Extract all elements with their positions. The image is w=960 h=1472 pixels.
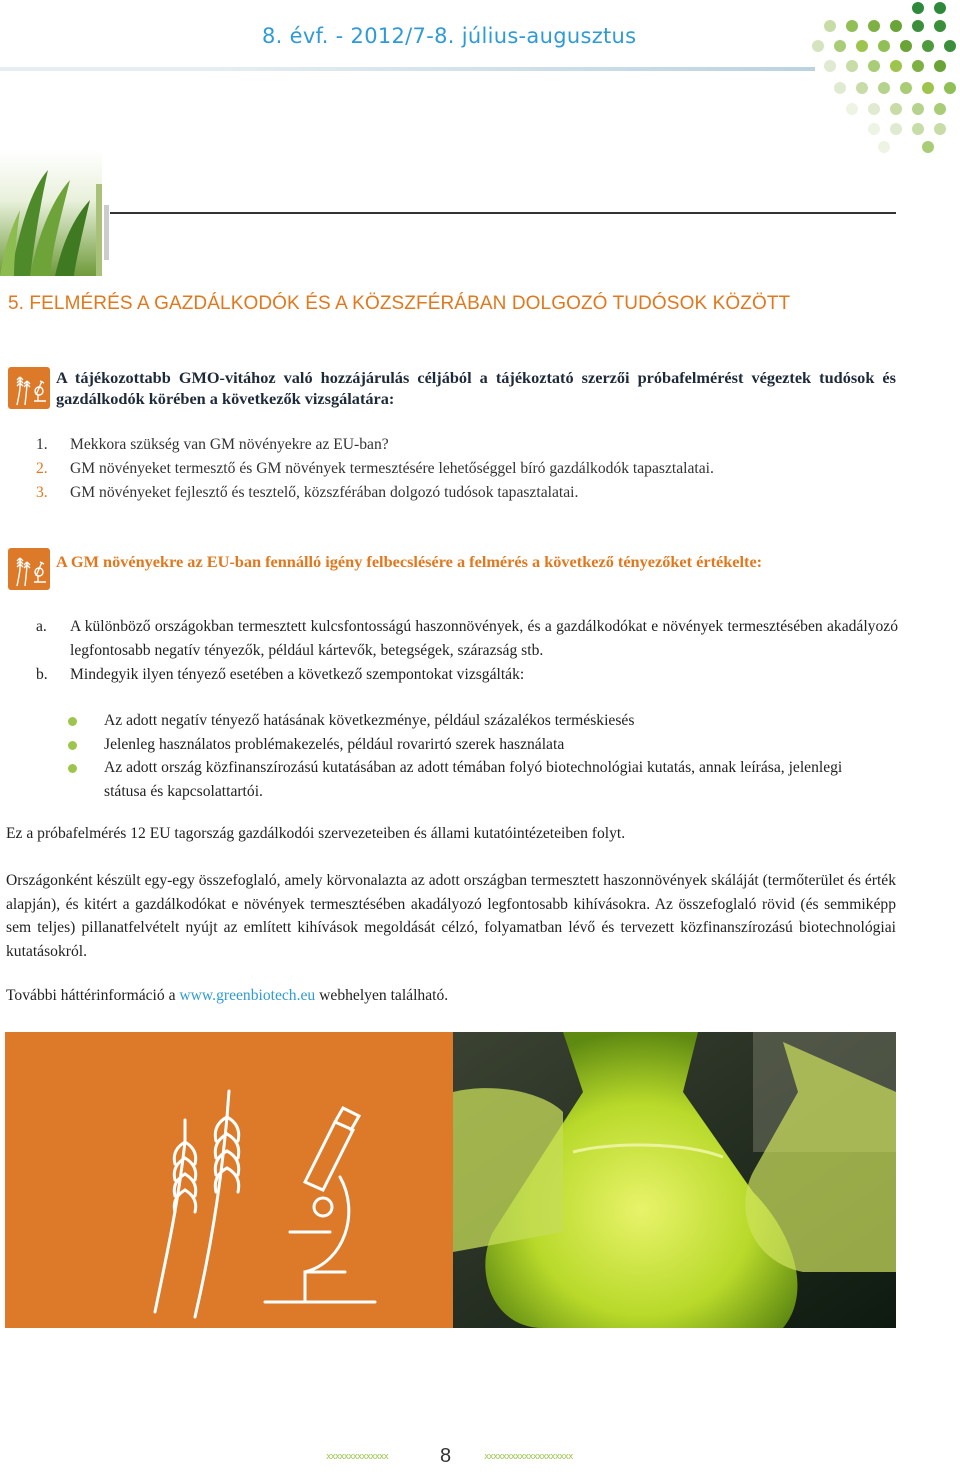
- header-rule: [0, 67, 815, 71]
- list-label: a.: [36, 618, 47, 635]
- question-list: [36, 433, 906, 505]
- list-item: [36, 615, 898, 663]
- more-info: [6, 984, 896, 1008]
- list-item: Az adott negatív tényező hatásának következménye, például százalékos terméskiesés: [68, 709, 888, 733]
- list-text: A különböző országokban termesztett kulcsfontosságú haszonnövények, és a gazdálkodókat e növények termesztésében akadályozó legfontosabb negatív tényezők, például kártevők, betegségek, szárazság stb.: [70, 618, 898, 659]
- more-info-text: webhelyen található.: [315, 987, 449, 1004]
- aspect-list: [68, 709, 888, 803]
- greenbiotech-link[interactable]: www.greenbiotech.eu: [179, 987, 316, 1004]
- list-text: GM növényeket fejlesztő és tesztelő, közszférában dolgozó tudósok tapasztalatai.: [70, 484, 579, 501]
- list-text: GM növényeket termesztő és GM növények termesztésére lehetőséggel bíró gazdálkodók tapasztalatai.: [70, 460, 714, 477]
- paragraph-survey-scope: Ez a próbafelmérés 12 EU tagország gazdálkodói szervezeteiben és állami kutatóintézeteiben folyt.: [6, 825, 626, 842]
- section-rule: [110, 212, 896, 214]
- list-item: [36, 433, 906, 457]
- issue-header: 8. évf. - 2012/7-8. július-augusztus: [262, 24, 637, 48]
- lab-flask-photo: [453, 1032, 896, 1328]
- grass-photo: [0, 150, 102, 276]
- wheat-microscope-icon: [8, 548, 50, 590]
- assessment-intro: A GM növényekre az EU-ban fennálló igény felbecslésére a felmérés a következő tényezőket értékelte:: [56, 552, 763, 571]
- decorative-bar: [96, 184, 102, 276]
- more-info-text: További háttérinformáció a: [6, 987, 180, 1004]
- survey-intro: A tájékozottabb GMO-vitához való hozzájárulás céljából a tájékoztató szerzői próbafelmérést végeztek tudósok és gazdálkodók körében a következők vizsgálatára:: [56, 368, 896, 408]
- section-title: 5. FELMÉRÉS A GAZDÁLKODÓK ÉS A KÖZSZFÉRÁBAN DOLGOZÓ TUDÓSOK KÖZÖTT: [8, 293, 791, 314]
- wheat-microscope-emblem: [5, 1032, 453, 1328]
- factor-list: [36, 615, 898, 687]
- list-item: [36, 457, 906, 481]
- page-number: 8: [440, 1445, 452, 1467]
- decorative-tick: [104, 205, 109, 260]
- list-item: Jelenleg használatos problémakezelés, például rovarirtó szerek használata: [68, 733, 888, 757]
- list-item: Az adott ország közfinanszírozású kutatásában az adott témában folyó biotechnológiai kutatás, annak leírása, jelenlegi státusa és kapcsolattartói.: [68, 756, 888, 803]
- list-item: [36, 663, 898, 687]
- list-number: 1.: [36, 436, 48, 453]
- paragraph-summary: Országonként készült egy-egy összefoglaló, amely körvonalazta az adott országban termesztett haszonnövények skáláját (termőterület és érték alapján), és kitért a gazdálkodókat e növények termesztésében akadályozó legfontosabb kihívásokra. Az összefoglaló rövid (és semmiképp sem teljes) pillanatfelvételt nyújt az említett kihívások megoldását célzó, folyamatban lévő és tervezett közfinanszírozású biotechnológiai kutatásokról.: [6, 872, 896, 960]
- list-text: Mekkora szükség van GM növényekre az EU-ban?: [70, 436, 389, 453]
- decorative-dot-grid: [812, 2, 952, 152]
- list-item: [36, 481, 906, 505]
- list-text: Mindegyik ilyen tényező esetében a következő szempontokat vizsgálták:: [70, 666, 525, 683]
- wheat-microscope-icon: [8, 367, 50, 409]
- list-number: 3.: [36, 484, 48, 501]
- list-number: 2.: [36, 460, 48, 477]
- footer-pattern-right: xxxxxxxxxxxxxxxxxxxx: [484, 1452, 573, 1462]
- footer-pattern-left: xxxxxxxxxxxxxx: [326, 1452, 388, 1462]
- list-label: b.: [36, 666, 48, 683]
